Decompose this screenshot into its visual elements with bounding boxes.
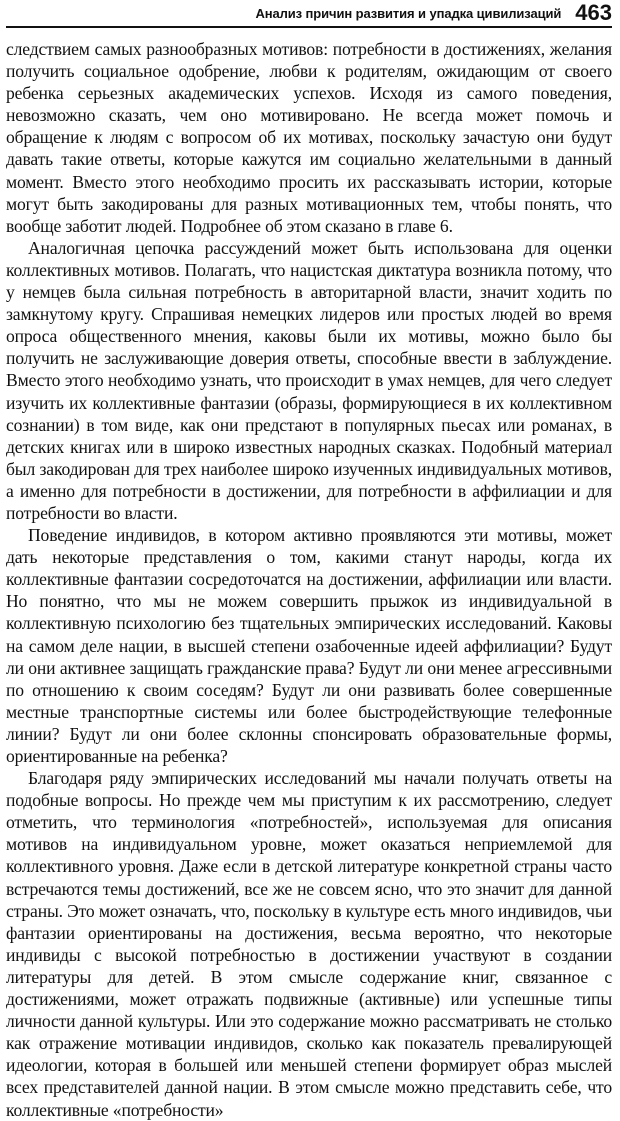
paragraph: Благодаря ряду эмпирических исследований мы начали получать ответы на подобные вопросы. Но прежде чем мы приступим к их рассмотрению, следует отметить, что терминология «потребностей», используемая для описания мотивов на индивидуальном уровне, может оказаться неприемлемой для коллективного уровня. Даже если в детской литературе конкретной страны часто встречаются темы достижений, все же не совсем ясно, что это значит для данной страны. Это может означать, что, поскольку в культуре есть много индивидов, чьи фантазии ориентированы на достижения, весьма вероятно, что некоторые индивиды с высокой потребностью в достижении участвуют в создании литературы для детей. В этом смысле содержание книг, связанное с достижениями, может отражать подвижные (активные) или успешные типы личности данной культуры. Или это содержание можно рассматривать не столько как отражение мотивации индивидов, сколько как показатель превалирующей идеологии, которая в большей или меньшей степени формирует образ мыслей всех представителей данной нации. В этом смысле можно представить себе, что коллективные «потребности»	[6, 768, 612, 1120]
paragraph: Аналогичная цепочка рассуждений может быть использована для оценки коллективных мотивов. Полагать, что нацистская диктатура возникла потому, что у немцев была сильная потребность в авторитарной власти, значит ходить по замкнутому кругу. Спрашивая немецких лидеров или простых людей во время опроса общественного мнения, каковы были их мотивы, можно было бы получить не заслуживающие доверия ответы, способные ввести в заблуждение. Вместо этого необходимо узнать, что происходит в умах немцев, для чего следует изучить их коллективные фантазии (образы, формирующиеся в их коллективном сознании) в том виде, как они предстают в популярных пьесах или романах, в детских книгах или в широко известных народных сказках. Подобный материал был закодирован для трех наиболее широко изученных индивидуальных мотивов, а именно для потребности в достижении, для потребности в аффилиации и для потребности во власти.	[6, 237, 612, 523]
running-title: Анализ причин развития и упадка цивилизаций	[255, 6, 562, 21]
paragraph-continued: следствием самых разнообразных мотивов: потребности в достижениях, желания получить социальное одобрение, любви к родителям, ожидающим от своего ребенка серьезных академических успехов. Исходя из самого поведения, невозможно сказать, чем оно мотивировано. Не всегда может помочь и обращение к людям с вопросом об их мотивах, поскольку зачастую они будут давать такие ответы, которые кажутся им социально желательными в данный момент. Вместо этого необходимо просить их рассказывать истории, которые могут быть закодированы для разных мотивационных тем, чтобы понять, что вообще заботит людей. Подробнее об этом сказано в главе 6.	[6, 39, 612, 236]
paragraph: Поведение индивидов, в котором активно проявляются эти мотивы, может дать некоторые представления о том, какими станут народы, когда их коллективные фантазии сосредоточатся на достижении, аффилиации или власти. Но понятно, что мы не можем совершить прыжок из индивидуальной в коллективную психологию без тщательных эмпирических исследований. Каковы на самом деле нации, в высшей степени озабоченные идеей аффилиации? Будут ли они активнее защищать гражданские права? Будут ли они менее агрессивными по отношению к своим соседям? Будут ли они развивать более совершенные местные транспортные системы или более быстродействующие телефонные линии? Будут ли они более склонны спонсировать образовательные формы, ориентированные на ребенка?	[6, 525, 612, 766]
body-text	[6, 38, 612, 1121]
running-header	[6, 0, 612, 28]
page-number: 463	[575, 0, 612, 25]
